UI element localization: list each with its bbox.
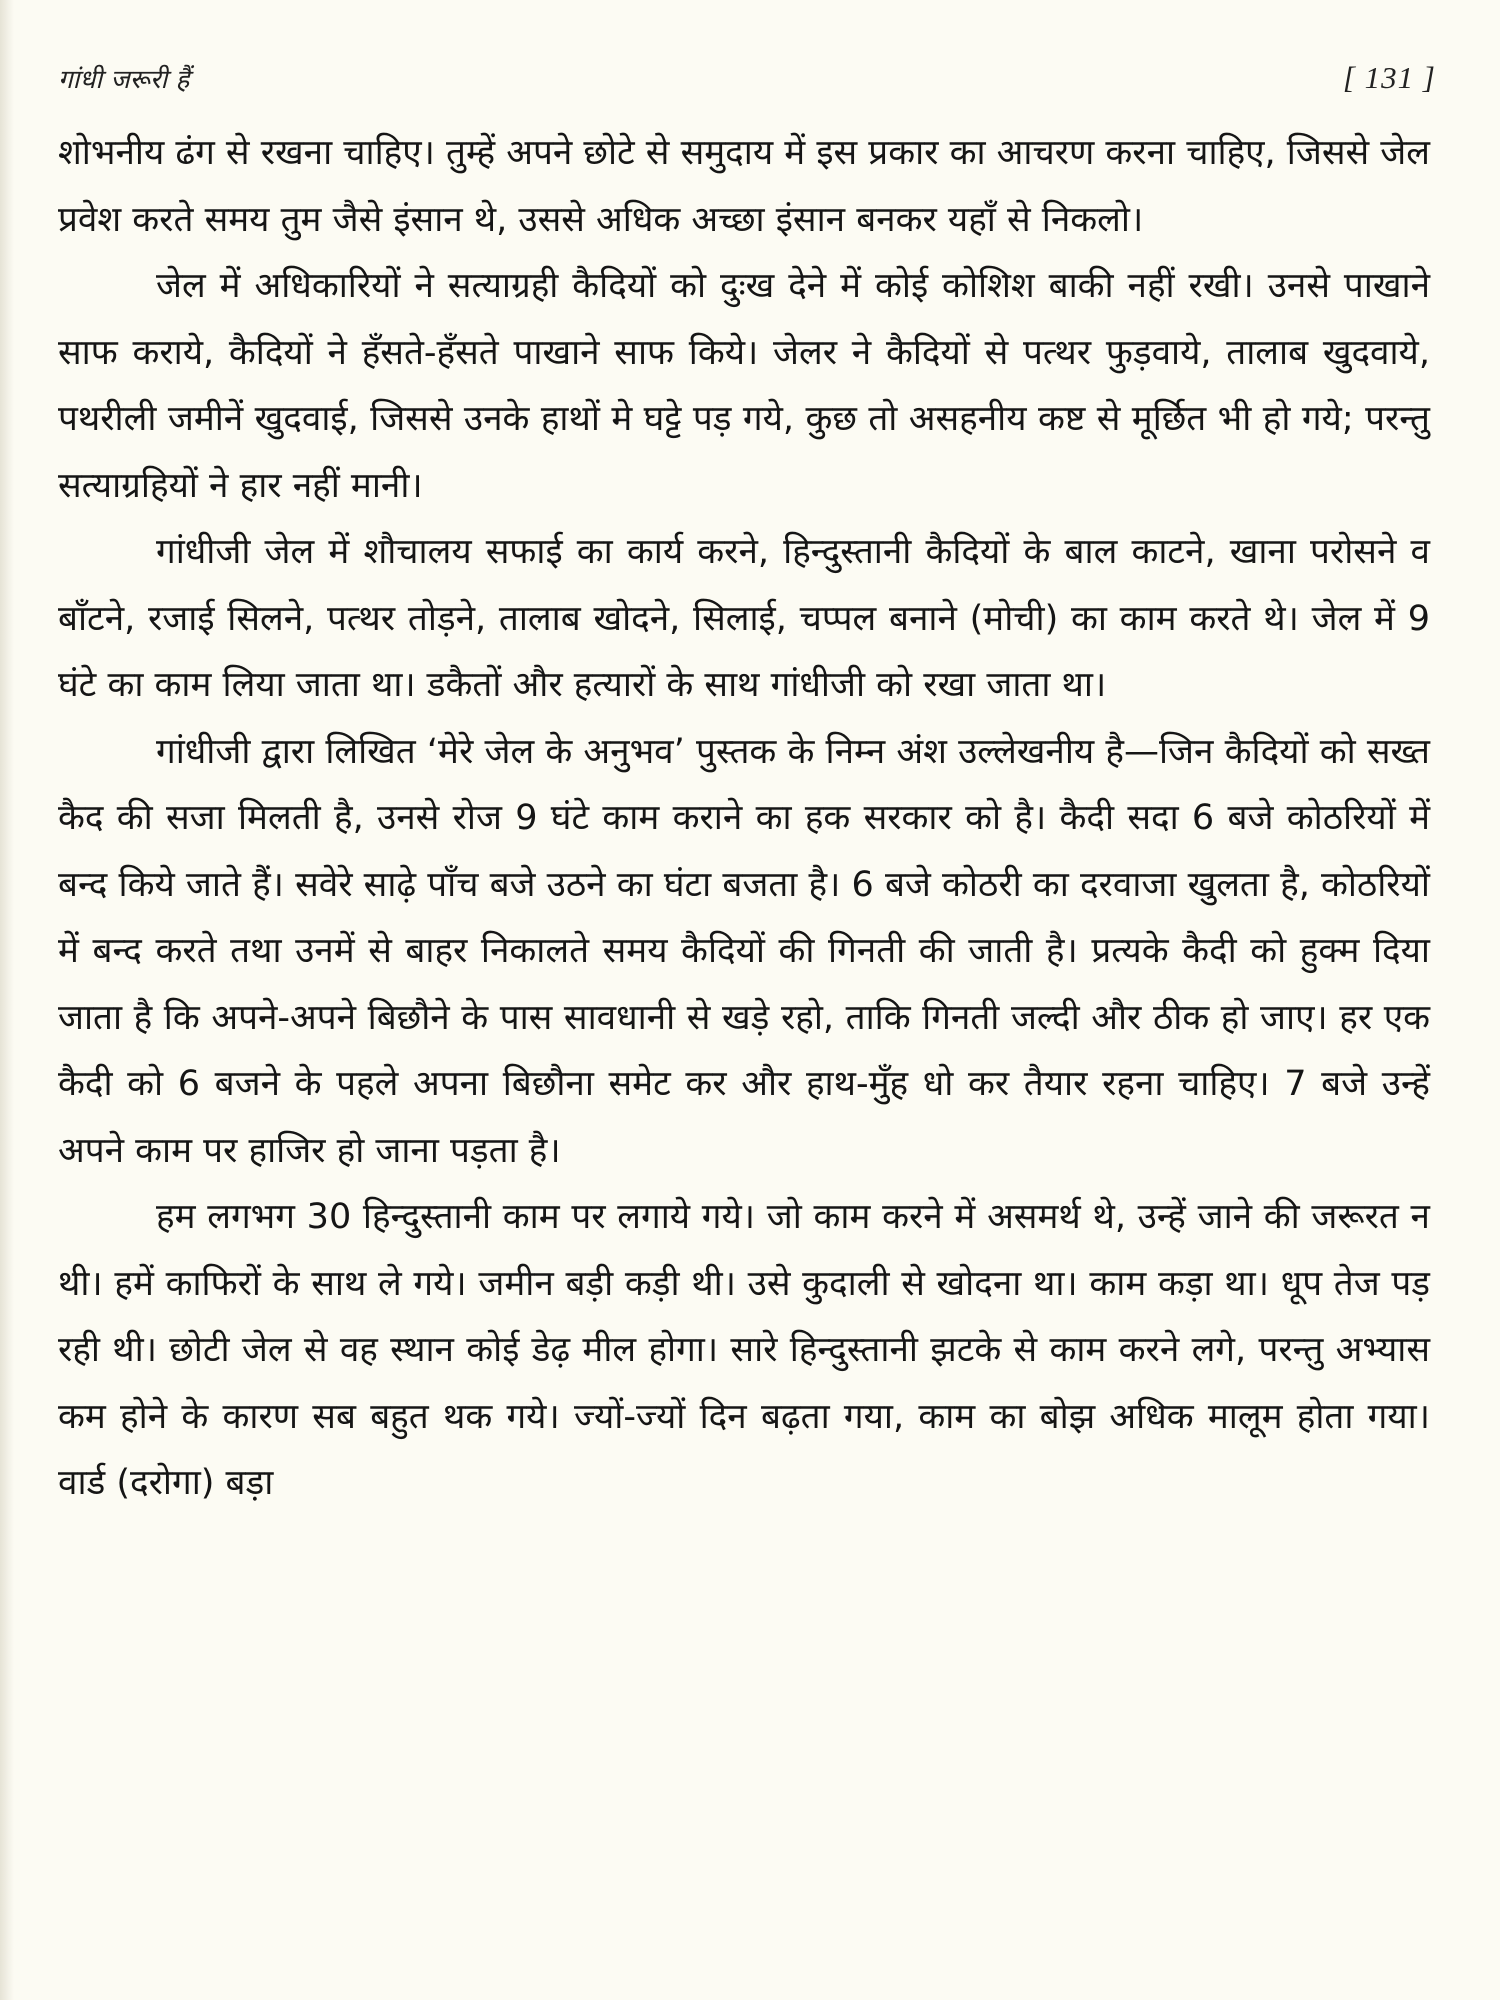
paragraph-2: जेल में अधिकारियों ने सत्याग्रही कैदियों को दुःख देने में कोई कोशिश बाकी नहीं रखी। उनसे पाखाने साफ कराये, कैदियों ने हँसते-हँसते पाखाने साफ किये। जेलर ने कैदियों से पत्थर फुड़वाये, तालाब खुदवाये, पथरीली जमीनें खुदवाई, जिससे उनके हाथों मे घट्टे पड़ गये, कुछ तो असहनीय कष्ट से मूर्छित भी हो गये; परन्तु सत्याग्रहियों ने हार नहीं मानी।	[58, 266, 1430, 506]
page-number: [ 131 ]	[1342, 60, 1436, 95]
page-header	[58, 58, 1436, 98]
paragraph-5: हम लगभग 30 हिन्दुस्तानी काम पर लगाये गये। जो काम करने में असमर्थ थे, उन्हें जाने की जरूरत न थी। हमें काफिरों के साथ ले गये। जमीन बड़ी कड़ी थी। उसे कुदाली से खोदना था। काम कड़ा था। धूप तेज पड़ रही थी। छोटी जेल से वह स्थान कोई डेढ़ मील होगा। सारे हिन्दुस्तानी झटके से काम करने लगे, परन्तु अभ्यास कम होने के कारण सब बहुत थक गये। ज्यों-ज्यों दिन बढ़ता गया, काम का बोझ अधिक मालूम होता गया। वार्ड (दरोगा) बड़ा	[58, 1197, 1430, 1503]
running-title: गांधी जरूरी हैं	[58, 65, 190, 95]
paragraph-4: गांधीजी द्वारा लिखित ‘मेरे जेल के अनुभव’ पुस्तक के निम्न अंश उल्लेखनीय है—जिन कैदियों को सख्त कैद की सजा मिलती है, उनसे रोज 9 घंटे काम कराने का हक सरकार को है। कैदी सदा 6 बजे कोठरियों में बन्द किये जाते हैं। सवेरे साढ़े पाँच बजे उठने का घंटा बजता है। 6 बजे कोठरी का दरवाजा खुलता है, कोठरियों में बन्द करते तथा उनमें से बाहर निकालते समय कैदियों की गिनती की जाती है। प्रत्यके कैदी को हुक्म दिया जाता है कि अपने-अपने बिछौने के पास सावधानी से खड़े रहो, ताकि गिनती जल्दी और ठीक हो जाए। हर एक कैदी को 6 बजने के पहले अपना बिछौना समेट कर और हाथ-मुँह धो कर तैयार रहना चाहिए। 7 बजे उन्हें अपने काम पर हाजिर हो जाना पड़ता है।	[58, 731, 1430, 1171]
paragraph-3: गांधीजी जेल में शौचालय सफाई का कार्य करने, हिन्दुस्तानी कैदियों के बाल काटने, खाना परोसने व बाँटने, रजाई सिलने, पत्थर तोड़ने, तालाब खोदने, सिलाई, चप्पल बनाने (मोची) का काम करते थे। जेल में 9 घंटे का काम लिया जाता था। डकैतों और हत्यारों के साथ गांधीजी को रखा जाता था।	[58, 532, 1430, 705]
paragraph-1: शोभनीय ढंग से रखना चाहिए। तुम्हें अपने छोटे से समुदाय में इस प्रकार का आचरण करना चाहिए, जिससे जेल प्रवेश करते समय तुम जैसे इंसान थे, उससे अधिक अच्छा इंसान बनकर यहाँ से निकलो।	[58, 133, 1430, 240]
body-text	[58, 120, 1430, 1517]
